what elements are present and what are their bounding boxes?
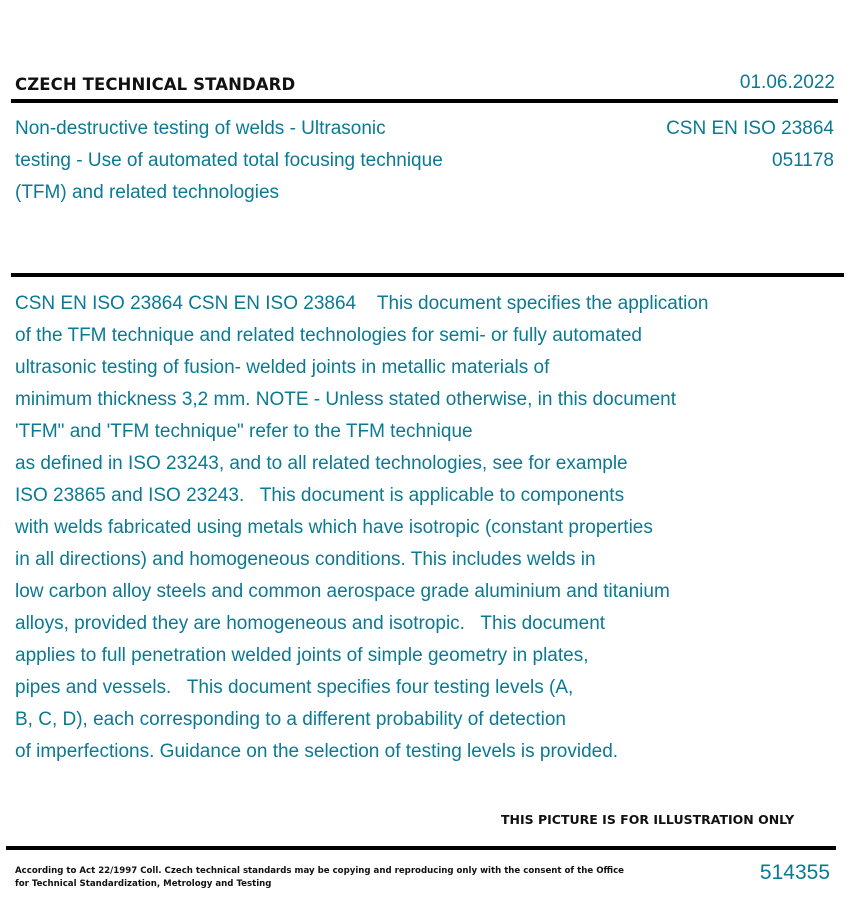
- footer-note-line: According to Act 22/1997 Coll. Czech technical standards may be copying and reproducing only with the consent of the Office: [15, 866, 625, 876]
- header-label: CZECH TECHNICAL STANDARD: [15, 75, 296, 94]
- illustration-disclaimer: THIS PICTURE IS FOR ILLUSTRATION ONLY: [501, 812, 795, 827]
- footer-divider: [6, 846, 836, 850]
- title-divider: [11, 273, 844, 277]
- footer-note-line: for Technical Standardization, Metrology and Testing: [15, 879, 272, 889]
- title-line: testing - Use of automated total focusing technique: [15, 150, 443, 171]
- abstract-line: B, C, D), each corresponding to a different probability of detection: [15, 709, 566, 730]
- header-divider: [11, 99, 838, 103]
- abstract-line: applies to full penetration welded joints of simple geometry in plates,: [15, 645, 589, 666]
- abstract-line: as defined in ISO 23243, and to all related technologies, see for example: [15, 453, 628, 474]
- title-line: Non-destructive testing of welds - Ultrasonic: [15, 118, 386, 139]
- catalog-number: 051178: [772, 150, 834, 171]
- abstract-line: of imperfections. Guidance on the selection of testing levels is provided.: [15, 741, 619, 762]
- publication-date: 01.06.2022: [739, 72, 835, 93]
- abstract-line: low carbon alloy steels and common aerospace grade aluminium and titanium: [15, 581, 670, 602]
- abstract-line: minimum thickness 3,2 mm. NOTE - Unless stated otherwise, in this document: [15, 389, 677, 410]
- abstract-line: of the TFM technique and related technologies for semi- or fully automated: [15, 325, 642, 346]
- abstract-line: ultrasonic testing of fusion- welded joints in metallic materials of: [15, 357, 550, 378]
- abstract-line: in all directions) and homogeneous conditions. This includes welds in: [15, 549, 596, 570]
- abstract-line: ISO 23865 and ISO 23243. This document is applicable to components: [15, 485, 625, 506]
- abstract-line: pipes and vessels. This document specifies four testing levels (A,: [15, 677, 574, 698]
- abstract-line: CSN EN ISO 23864 CSN EN ISO 23864 This document specifies the application: [15, 293, 709, 314]
- title-line: (TFM) and related technologies: [15, 182, 280, 203]
- standard-code: CSN EN ISO 23864: [666, 118, 834, 139]
- document-number: 514355: [759, 861, 830, 884]
- abstract-line: 'TFM" and 'TFM technique" refer to the TFM technique: [15, 421, 473, 442]
- abstract-line: with welds fabricated using metals which have isotropic (constant properties: [15, 517, 653, 538]
- abstract-line: alloys, provided they are homogeneous and isotropic. This document: [15, 613, 606, 634]
